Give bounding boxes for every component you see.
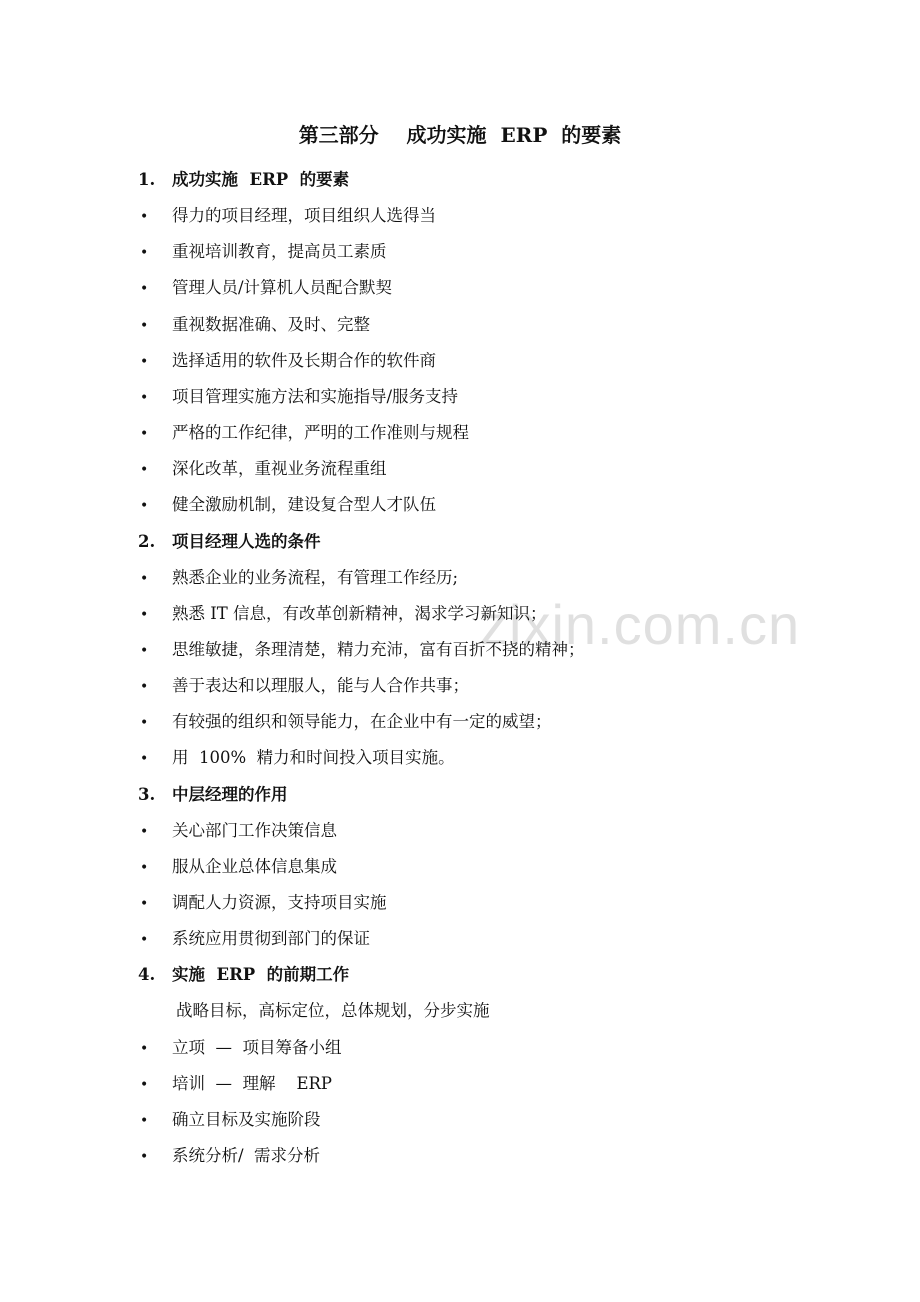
bullet-icon: • (140, 642, 149, 659)
list-item-text: 立项 — 项目筹备小组 (172, 1037, 342, 1057)
list-item-text: 培训 — 理解 ERP (172, 1073, 333, 1093)
list-item-text: 熟悉 IT 信息，有改革创新精神，渴求学习新知识； (172, 603, 547, 623)
list-item (138, 1102, 321, 1138)
list-item-text: 重视数据准确、及时、完整 (172, 314, 370, 334)
list-item-text: 系统分析/ 需求分析 (172, 1146, 321, 1166)
page-title: 第三部分 成功实施 ERP 的要素 (298, 123, 622, 147)
list-item (138, 813, 337, 849)
section-heading (138, 162, 349, 198)
section-number: 4. (138, 965, 156, 985)
bullet-icon: • (140, 751, 149, 768)
watermark: zixin.com.cn (480, 593, 801, 656)
list-item (138, 560, 458, 596)
list-item (138, 849, 337, 885)
list-item (138, 415, 469, 451)
bullet-icon: • (140, 245, 149, 262)
bullet-icon: • (140, 896, 149, 912)
bullet-icon: • (140, 389, 149, 406)
list-item-text: 调配人力资源，支持项目实施 (172, 893, 387, 912)
list-item-text: 深化改革，重视业务流程重组 (172, 459, 387, 479)
bullet-icon: • (140, 426, 149, 443)
bullet-icon: • (140, 462, 149, 479)
list-item-text: 得力的项目经理，项目组织人选得当 (172, 206, 436, 226)
list-item (138, 740, 455, 776)
list-item (138, 1066, 332, 1102)
list-item (138, 632, 585, 668)
list-item-text: 熟悉企业的业务流程，有管理工作经历; (172, 567, 459, 587)
list-item-text: 用 100% 精力和时间投入项目实施。 (172, 748, 455, 768)
paragraph (138, 993, 490, 1029)
list-item (138, 234, 387, 270)
bullet-icon: • (140, 498, 149, 515)
list-item-text: 有较强的组织和领导能力，在企业中有一定的威望； (172, 712, 552, 732)
list-item-text: 善于表达和以理服人，能与人合作共事； (172, 676, 469, 696)
bullet-icon: • (140, 1076, 149, 1093)
list-item-text: 重视培训教育，提高员工素质 (172, 242, 387, 262)
paragraph-text: 战略目标，高标定位，总体规划，分步实施 (176, 1001, 490, 1021)
bullet-icon: • (140, 1149, 149, 1166)
list-item (138, 198, 436, 234)
list-item-text: 选择适用的软件及长期合作的软件商 (172, 350, 436, 370)
list-item-text: 健全激励机制，建设复合型人才队伍 (172, 495, 436, 515)
bullet-icon: • (140, 823, 149, 840)
section-heading-text: 实施 ERP 的前期工作 (172, 965, 350, 985)
bullet-icon: • (140, 209, 149, 226)
list-item (138, 451, 387, 487)
list-item (138, 1030, 341, 1066)
section-heading-text: 成功实施 ERP 的要素 (172, 170, 350, 189)
list-item-text: 严格的工作纪律，严明的工作准则与规程 (172, 423, 469, 443)
section-number: 1. (138, 170, 156, 189)
section-number: 3. (138, 784, 156, 804)
list-item-text: 系统应用贯彻到部门的保证 (172, 929, 370, 949)
bullet-icon: • (140, 606, 149, 623)
bullet-icon: • (140, 317, 149, 334)
list-item (138, 307, 370, 343)
list-item (138, 596, 547, 632)
list-item-text: 关心部门工作决策信息 (172, 820, 337, 840)
section-number: 2. (138, 531, 156, 551)
list-item (138, 668, 469, 704)
list-item-text: 管理人员/计算机人员配合默契 (172, 278, 393, 298)
bullet-icon: • (140, 932, 149, 949)
list-item (138, 343, 436, 379)
bullet-icon: • (140, 570, 149, 587)
list-item-text: 项目管理实施方法和实施指导/服务支持 (172, 386, 459, 406)
list-item (138, 379, 458, 415)
list-item-text: 服从企业总体信息集成 (172, 856, 337, 876)
list-item (138, 270, 392, 306)
bullet-icon: • (140, 281, 149, 298)
list-item (138, 885, 387, 921)
section-heading (138, 777, 288, 813)
list-item-text: 确立目标及实施阶段 (172, 1109, 321, 1129)
section-heading-text: 中层经理的作用 (172, 784, 288, 804)
section-heading (138, 957, 349, 993)
list-item (138, 921, 370, 957)
bullet-icon: • (140, 859, 149, 876)
section-heading (138, 524, 321, 560)
list-item (138, 1138, 320, 1174)
list-item (138, 487, 436, 523)
bullet-icon: • (140, 1112, 149, 1129)
section-heading-text: 项目经理人选的条件 (172, 531, 321, 551)
list-item (138, 704, 552, 740)
list-item-text: 思维敏捷，条理清楚，精力充沛，富有百折不挠的精神； (172, 639, 585, 659)
bullet-icon: • (140, 1040, 149, 1057)
bullet-icon: • (140, 353, 149, 370)
bullet-icon: • (140, 715, 149, 732)
bullet-icon: • (140, 679, 149, 696)
